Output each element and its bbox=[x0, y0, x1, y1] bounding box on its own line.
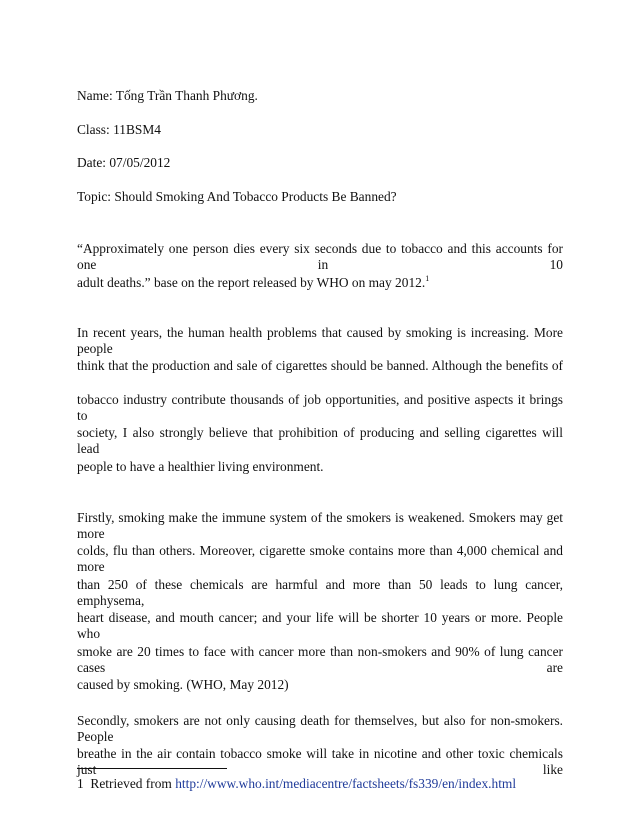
paragraph-line: people to have a healthier living environment. bbox=[77, 459, 324, 474]
quote-line-text: adult deaths.” base on the report released by WHO on may 2012. bbox=[77, 275, 426, 290]
paragraph-line: caused by smoking. (WHO, May 2012) bbox=[77, 677, 289, 692]
paragraph-line: than 250 of these chemicals are harmful and more than 50 leads to lung cancer, emphysema, bbox=[77, 577, 563, 608]
paragraph-line: tobacco industry contribute thousands of job opportunities, and positive aspects it brings to bbox=[77, 392, 563, 423]
paragraph-line: breathe in the air contain tobacco smoke will take in nicotine and other toxic chemicals just like bbox=[77, 746, 563, 777]
paragraph-line: colds, flu than others. Moreover, cigarette smoke contains more than 4,000 chemical and more bbox=[77, 543, 563, 574]
quote-line bbox=[77, 275, 429, 291]
footnote-link[interactable]: http://www.who.int/mediacentre/factsheets/fs339/en/index.html bbox=[175, 776, 517, 791]
paragraph-line: In recent years, the human health problems that caused by smoking is increasing. More people bbox=[77, 325, 563, 356]
student-class: Class: 11BSM4 bbox=[77, 122, 161, 137]
quote-line: “Approximately one person dies every six seconds due to tobacco and this accounts for one in 10 bbox=[77, 241, 563, 272]
footnote-text: Retrieved from bbox=[90, 776, 176, 791]
footnote bbox=[77, 776, 516, 792]
student-name: Name: Tống Trần Thanh Phương. bbox=[77, 88, 258, 103]
paragraph-line: heart disease, and mouth cancer; and your life will be shorter 10 years or more. People who bbox=[77, 610, 563, 641]
paragraph-line: smoke are 20 times to face with cancer more than non-smokers and 90% of lung cancer cases are bbox=[77, 644, 563, 675]
footnote-number: 1 bbox=[77, 776, 84, 791]
essay-topic: Topic: Should Smoking And Tobacco Products Be Banned? bbox=[77, 189, 397, 204]
footnote-separator bbox=[77, 768, 227, 769]
paragraph-line: Firstly, smoking make the immune system of the smokers is weakened. Smokers may get more bbox=[77, 510, 563, 541]
paragraph-line: think that the production and sale of cigarettes should be banned. Although the benefits of bbox=[77, 358, 563, 373]
document-date: Date: 07/05/2012 bbox=[77, 155, 171, 170]
paragraph-line: Secondly, smokers are not only causing death for themselves, but also for non-smokers. People bbox=[77, 713, 563, 744]
footnote-reference[interactable]: 1 bbox=[425, 274, 430, 283]
paragraph-line: society, I also strongly believe that prohibition of producing and selling cigarettes will lead bbox=[77, 425, 563, 456]
